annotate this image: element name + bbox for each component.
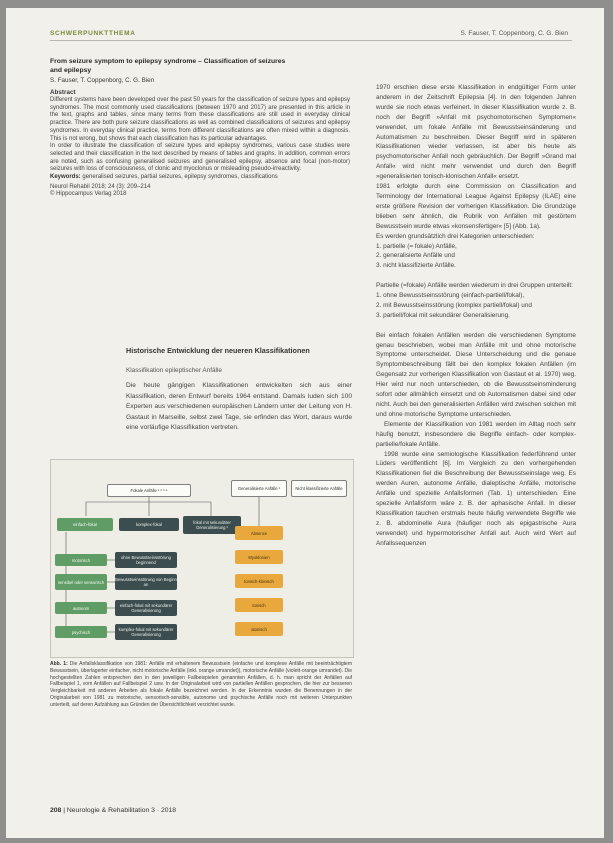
keywords-label: Keywords: <box>50 174 81 181</box>
node-tonic: tonisch <box>235 598 283 612</box>
node-focal-seizures: Fokale Anfälle ¹ ² ³ ⁴ <box>107 484 191 497</box>
section-label: SCHWERPUNKTTHEMA <box>50 30 136 37</box>
journal-name: Neurologie & Rehabilitation 3 · 2018 <box>66 807 177 814</box>
node-psychic: psychisch <box>55 626 107 638</box>
node-simple-focal: einfach-fokal <box>57 518 113 531</box>
node-secondary-generalization: fokal mit sekundärer Generalisierung ² <box>183 516 241 534</box>
right-paragraph-5: Elemente der Klassifikation von 1981 werden im Alltag noch sehr häufig benutzt, insbesondere die Begriffe einfach- oder komplex-partielle/fokale Anfälle. <box>376 420 576 448</box>
subsection-heading: Klassifikation epileptischer Anfälle <box>126 367 222 374</box>
right-paragraph-4: Bei einfach fokalen Anfällen werden die verschiedenen Symptome genau beschrieben, wobei man Anfälle mit und ohne motorische Symptome unterscheidet. Diese Unterscheidung und die genaue Symptombeschreibung fällt bei den komplex fokalen Anfällen (im Gegensatz zur vorherigen Klassifikation von Gastaut et al. 1970) weg. Hier wird nur noch unterschieden, ob die Bewusstseinsminderung sofort oder allmählich einsetzt und ob Automatismen dabei sind oder nicht. Auch bei den generalisierten Anfällen wird zwischen solchen mit und ohne motorische Symptome unterschieden. <box>376 331 576 418</box>
paper-authors: S. Fauser, T. Coppenborg, C. G. Bien <box>50 77 155 84</box>
right-paragraph-6: 1998 wurde eine semiologische Klassifikation federführend unter Lüders veröffentlicht [6]. Im Vergleich zu den vorhergehenden Klassifikationen fiel die Beschreibung der Bewusstseinslage weg. Es werden Auren, autonome Anfälle, dialeptische Anfälle, motorische Anfälle und spezielle Anfallsformen (Tab. 1) unterschieden. Eine spezielle Anfallsform wäre z. B. der aphasische Anfall. In dieser Klassifikation tauchen erstmals heute häufig verwendete Begriffe wie z. B. abdominelle Aura (häufiger noch als epigastrische Aura verwendet) und hypermotorischer Anfall auf. Auch wird Wert auf Anfallssequenzen <box>376 450 576 547</box>
running-authors: S. Fauser, T. Coppenborg, C. G. Bien <box>460 30 568 37</box>
right-paragraph-2b: Es werden grundsätzlich drei Kategorien unterschieden: <box>376 232 535 240</box>
title-line-2: and epilepsy <box>50 67 92 74</box>
history-section <box>126 346 352 434</box>
right-paragraph-1: 1970 erschien diese erste Klassifikation in endgültiger Form unter anderem in der Zeitschrift Epilepsia [4]. In den folgenden Jahren wurde sie noch etwas verfeinert. In dieser Klassifikation wurde z. B. noch der Begriff »Anfall mit psychomotorischen Symptomen« verwendet, um fokale Anfälle mit Bewusstseinsänderung und Automatismen zu beschreiben. Dieser Begriff wird in späteren Klassifikationen wieder verlassen, ist aber bis heute als psychomotorischer Anfall noch gebräuchlich. Der Begriff »Grand mal Anfall« wird nicht mehr verwendet und durch den Begriff »generalisierten tonisch-klonischen Anfall« ersetzt. <box>376 84 576 181</box>
node-atonic: atonisch <box>235 622 283 636</box>
page-number: 208 <box>50 807 62 814</box>
list-item: 1. partielle (= fokale) Anfälle, <box>376 242 457 250</box>
right-paragraph-3: Partielle (=fokale) Anfälle werden wiederum in drei Gruppen unterteilt: <box>376 282 573 290</box>
caption-label: Abb. 1: <box>50 661 68 667</box>
citation <box>50 184 350 199</box>
node-motor: motorisch <box>55 554 107 566</box>
list-item: 3. nicht klassifizierte Anfälle. <box>376 262 456 270</box>
figure-caption <box>50 661 352 709</box>
list-item: 2. mit Bewusstseinsstörung (komplex partiell/fokal) und <box>376 301 532 309</box>
node-absence: Absence <box>235 526 283 540</box>
node-sensory: sensibel oder sensorisch <box>55 574 107 590</box>
list-item: 3. partiell/fokal mit sekundärer Generalisierung. <box>376 311 510 319</box>
node-consciousness-onset: Bewusstseinsstörung von Beginn an <box>115 574 177 590</box>
history-paragraph: Die heute gängigen Klassifikationen entwickelten sich aus einer Klassifikation, deren Entwurf bereits 1964 entstand. Damals luden sich 100 Experten aus verschiedenen europäischen Ländern unter der Leitung von H. Gastaut in Marseille, selbst zwei Tage, sie erfinden das Wort, daraus wurde eine vorläufige Klassifikation vertreten. <box>126 382 352 432</box>
node-consciousness-later: ohne Bewusstseinsstörung beginnend <box>115 552 177 568</box>
copyright-line: © Hippocampus Verlag 2018 <box>50 191 127 198</box>
node-autonomic: autonom <box>55 602 107 614</box>
paper-title <box>50 57 350 75</box>
page-footer: 208 | Neurologie & Rehabilitation 3 · 2018 <box>50 807 177 814</box>
abstract-paragraph-1: Different systems have been developed over the past 50 years for the classification of seizure types and epilepsy syndromes. The most commonly used classifications (between 1970 and 2017) are presented in this article in the text, graphs and tables, since many terms from these classifications are still used in everyday clinical practice. There are both pure seizure classifications as well as combined classifications of seizures and epilepsy syndromes. In everyday clinical practice, terms from different classifications are often mixed within a diagnosis. This is not wrong, but shows that each classification has its particular advantages. <box>50 97 350 142</box>
node-simple-secondary: einfach-fokal mit sekundärer Generalisierung <box>115 600 177 616</box>
keywords <box>50 174 350 182</box>
header-rule <box>50 40 572 41</box>
abstract-label: Abstract <box>50 89 76 96</box>
node-unclassified-seizures: Nicht klassifizierte Anfälle <box>291 480 347 497</box>
english-abstract-box <box>50 57 350 199</box>
right-column <box>376 83 576 549</box>
journal-page <box>6 8 604 838</box>
classification-figure <box>50 459 354 658</box>
citation-line: Neurol Rehabil 2018; 24 (3): 209–214 <box>50 183 151 190</box>
node-generalized-seizures: Generalisierte Anfälle ¹ <box>231 480 287 497</box>
node-myoclonic: Myoklonien <box>235 550 283 564</box>
node-tonic-clonic: tonisch-klonisch <box>235 574 283 588</box>
category-list <box>376 242 576 272</box>
node-complex-focal: komplex-fokal <box>119 518 179 531</box>
node-complex-secondary: komplex-fokal mit sekundärer Generalisierung <box>115 624 177 640</box>
abstract-paragraph-2: In order to illustrate the classification of seizure types and epilepsy syndromes, various case studies were selected and their classification in the text described by means of tables and graphs. In addition, common errors are noted, such as confusing generalised seizures and generalised epilepsy, absence and focal (non-motor) seizures with loss of consciousness, of clonic and myoclonus or misleading pseudo-irreactivity. <box>50 143 350 173</box>
keywords-text: generalised seizures, partial seizures, epilepsy syndromes, classifications <box>82 174 278 181</box>
title-line-1: From seizure symptom to epilepsy syndrome – Classification of seizures <box>50 58 286 65</box>
caption-text: Die Anfallsklassifikation von 1981: Anfälle mit erhaltenem Bewusstsein (einfache und komplexe Anfälle mit beeinträchtigtem Bewusstsein, überlagerter einfacher, nicht motorische Anfälle (inkl. orange umrandet)), motorische Anfälle (violett-orange umrandet). Die hochgestellten Zahlen entsprechen den in den jeweiligen Fallbeispielen genannten Anfällen, d. h. man spricht der Anfällen auf Fallbeispiel 1, vom Anfällen auf Fallbeispiel 2 usw. In der Originalarbeit wird von partiellen Anfällen gesprochen, die hier zur besseren Vergleichbarkeit mit anderen Arbeiten als fokale Anfälle bezeichnet werden. In der Erkenntnis wurden die Benennungen in der Originalarbeit von 1981 zu motorische, sensorisch-sensible, autonome und psychische Anfälle noch mit weiteren Unterpunkten unterteilt, auf deren Aufzählung aus Gründen der Übersichtlichkeit verzichtet wurde. <box>50 661 352 708</box>
section-heading: Historische Entwicklung der neueren Klassifikationen <box>126 346 310 355</box>
subgroup-list <box>376 291 576 321</box>
list-item: 2. generalisierte Anfälle und <box>376 252 455 260</box>
right-paragraph-2: 1981 erfolgte durch eine Commission on Classification and Terminology der International League Against Epilepsy (ILAE) eine erste größere Revision der vorherigen Klassifikation. Die Grundzüge blieben sehr ähnlich, die Rubrik von Anfällen mit gestörtem Bewusstsein wurde etwas »konsensfertiger« [5] (Abb. 1a). <box>376 183 576 230</box>
list-item: 1. ohne Bewusstseinsstörung (einfach-partiell/fokal), <box>376 292 525 300</box>
